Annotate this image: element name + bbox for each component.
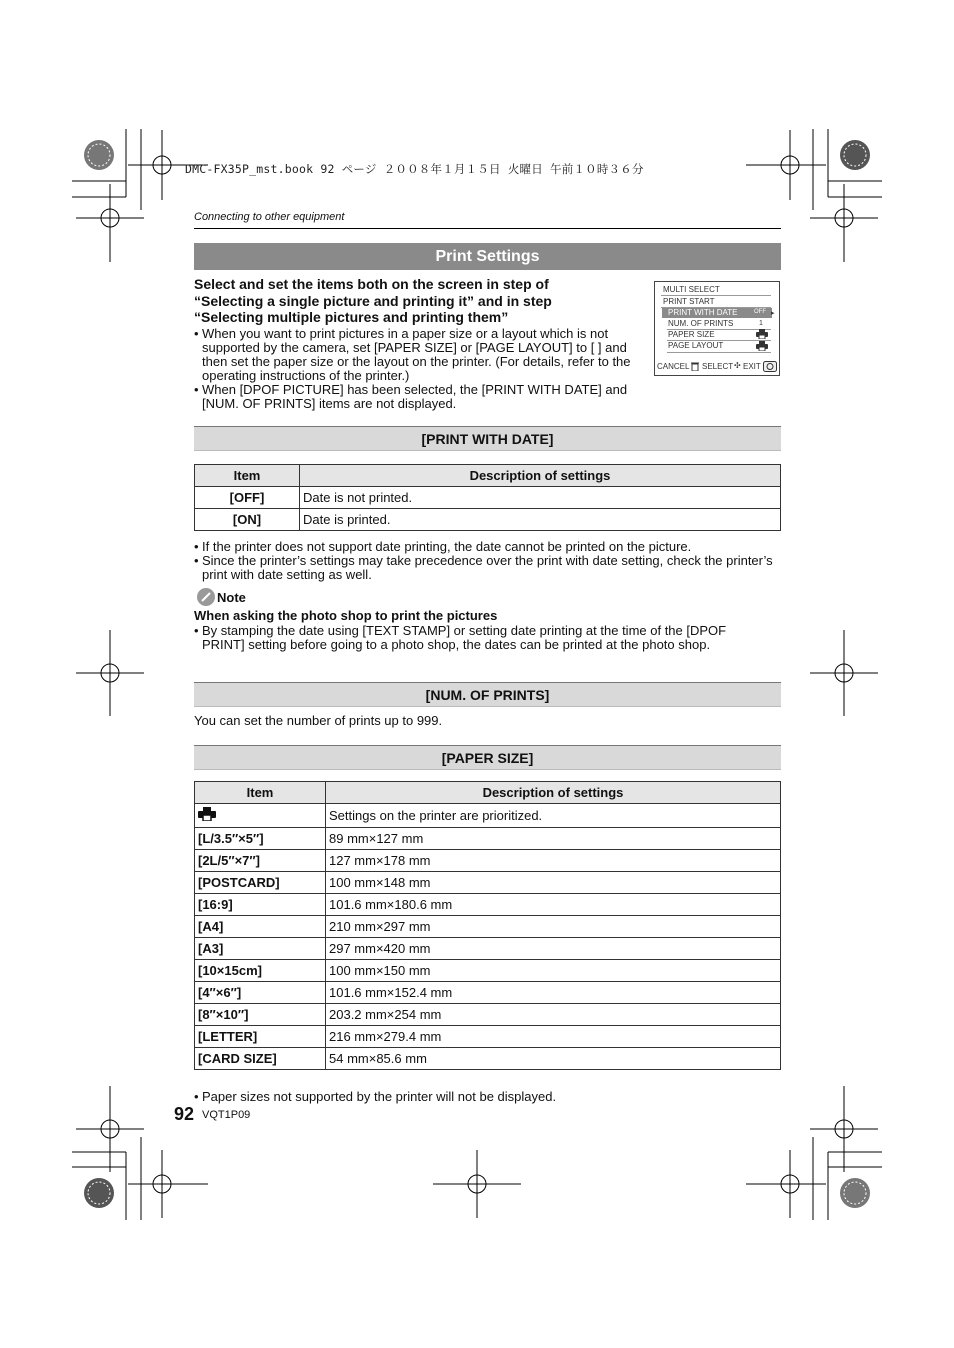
cam-divider	[667, 352, 771, 353]
section-divider	[194, 228, 781, 229]
table-row	[195, 1048, 781, 1070]
table-cell-desc: 297 mm×420 mm	[326, 938, 781, 960]
table-cell-item: [16:9]	[195, 894, 326, 916]
cam-item-paper-size: PAPER SIZE	[668, 330, 715, 339]
intro-bullet-1: • When you want to print pictures in a paper size or a layout which is not supported by the camera, set [PAPER SIZE] or [PAGE LAYOUT] to [ ] and then set the paper size or the layout on the printer. (For details, refer to the operating instructions of the printer.)	[194, 327, 639, 383]
cam-footer-select: SELECT	[702, 362, 734, 371]
trash-icon	[691, 362, 699, 373]
table-cell-item: [A4]	[195, 916, 326, 938]
document-code: VQT1P09	[202, 1109, 251, 1121]
intro-block	[194, 276, 634, 326]
table-cell-item: [CARD SIZE]	[195, 1048, 326, 1070]
section-label: Connecting to other equipment	[194, 211, 345, 223]
table-row	[195, 894, 781, 916]
table-row	[195, 1004, 781, 1026]
table-cell-desc: 89 mm×127 mm	[326, 828, 781, 850]
col-header-description: Description of settings	[300, 465, 781, 487]
table-row	[195, 487, 781, 509]
print-header: DMC-FX35P_mst.book 92 ページ ２００８年１月１５日 火曜日 午前１０時３６分	[185, 162, 644, 176]
table-cell-desc: 203.2 mm×254 mm	[326, 1004, 781, 1026]
intro-line-1: Select and set the items both on the screen in step of	[194, 276, 549, 292]
cam-item-print-with-date: PRINT WITH DATE OFF	[662, 308, 772, 318]
table-cell-desc: 101.6 mm×180.6 mm	[326, 894, 781, 916]
table-cell-item: [L/3.5″×5″]	[195, 828, 326, 850]
table-cell-desc: Settings on the printer are prioritized.	[326, 804, 781, 828]
menu-set-icon	[763, 361, 777, 374]
cam-item-num-prints-value: 1	[759, 320, 763, 327]
table-cell-desc: Date is printed.	[300, 509, 781, 531]
intro-bullet-2: • When [DPOF PICTURE] has been selected, the [PRINT WITH DATE] and [NUM. OF PRINTS] items are not displayed.	[194, 383, 639, 411]
cam-footer-cancel: CANCEL	[657, 362, 690, 371]
table-cell-item: [LETTER]	[195, 1026, 326, 1048]
table-row	[195, 872, 781, 894]
cam-item-page-layout: PAGE LAYOUT	[668, 341, 724, 350]
cam-footer-exit: EXIT	[743, 362, 761, 371]
table-cell-desc: Date is not printed.	[300, 487, 781, 509]
table-cell-item: [10×15cm]	[195, 960, 326, 982]
dpad-icon: ✣	[734, 361, 741, 370]
table-cell-item: [4″×6″]	[195, 982, 326, 1004]
printer-icon	[198, 809, 216, 824]
intro-line-3: “Selecting multiple pictures and printing them”	[194, 309, 509, 325]
table-cell-item: [A3]	[195, 938, 326, 960]
table-cell-desc: 216 mm×279.4 mm	[326, 1026, 781, 1048]
table-row	[195, 938, 781, 960]
cam-item-num-prints: NUM. OF PRINTS	[668, 319, 734, 328]
table-row	[195, 982, 781, 1004]
note-bullet: • By stamping the date using [TEXT STAMP] or setting date printing at the time of the [DPOF PRINT] setting before going to a photo shop, the dates can be printed at the photo shop.	[194, 624, 754, 652]
intro-bullets	[194, 327, 639, 411]
cam-item-print-start: PRINT START	[663, 297, 715, 306]
table-row	[195, 804, 781, 828]
table-cell-item	[195, 804, 326, 828]
cam-header: MULTI SELECT	[663, 285, 720, 294]
num-of-prints-heading: [NUM. OF PRINTS]	[194, 682, 781, 707]
date-note-bullet-1: • If the printer does not support date printing, the date cannot be printed on the picture.	[194, 540, 781, 554]
print-with-date-heading: [PRINT WITH DATE]	[194, 426, 781, 451]
paper-size-heading: [PAPER SIZE]	[194, 745, 781, 770]
table-cell-item: [ON]	[195, 509, 300, 531]
table-cell-desc: 210 mm×297 mm	[326, 916, 781, 938]
page-title: Print Settings	[194, 243, 781, 270]
table-cell-item: [POSTCARD]	[195, 872, 326, 894]
note-bullets	[194, 624, 754, 652]
col-header-item: Item	[195, 465, 300, 487]
col-header-description: Description of settings	[326, 782, 781, 804]
table-cell-desc: 101.6 mm×152.4 mm	[326, 982, 781, 1004]
table-header-row	[195, 782, 781, 804]
table-row	[195, 828, 781, 850]
table-row	[195, 916, 781, 938]
note-heading: When asking the photo shop to print the pictures	[194, 608, 498, 623]
paper-size-notes	[194, 1090, 781, 1104]
print-with-date-table	[194, 464, 781, 531]
table-row	[195, 850, 781, 872]
intro-line-2: “Selecting a single picture and printing it” and in step	[194, 292, 552, 309]
paper-size-table	[194, 781, 781, 1070]
table-cell-item: [8″×10″]	[195, 1004, 326, 1026]
camera-menu-screen	[654, 281, 780, 376]
cam-divider	[661, 295, 771, 296]
table-cell-desc: 100 mm×148 mm	[326, 872, 781, 894]
cam-arrow-right-icon: ▸	[771, 310, 775, 317]
page-number: 92	[174, 1104, 195, 1124]
print-with-date-notes	[194, 540, 781, 582]
table-cell-item: [2L/5″×7″]	[195, 850, 326, 872]
table-cell-desc: 54 mm×85.6 mm	[326, 1048, 781, 1070]
paper-size-note-bullet: • Paper sizes not supported by the printer will not be displayed.	[194, 1090, 781, 1104]
col-header-item: Item	[195, 782, 326, 804]
table-cell-desc: 100 mm×150 mm	[326, 960, 781, 982]
note-label: Note	[197, 588, 246, 606]
table-cell-item: [OFF]	[195, 487, 300, 509]
date-note-bullet-2: • Since the printer’s settings may take precedence over the print with date setting, check the printer’s print with date setting as well.	[194, 554, 781, 582]
table-row	[195, 960, 781, 982]
table-cell-desc: 127 mm×178 mm	[326, 850, 781, 872]
table-header-row	[195, 465, 781, 487]
table-row	[195, 509, 781, 531]
table-row	[195, 1026, 781, 1048]
num-of-prints-text: You can set the number of prints up to 999.	[194, 713, 443, 728]
note-icon	[197, 588, 215, 606]
